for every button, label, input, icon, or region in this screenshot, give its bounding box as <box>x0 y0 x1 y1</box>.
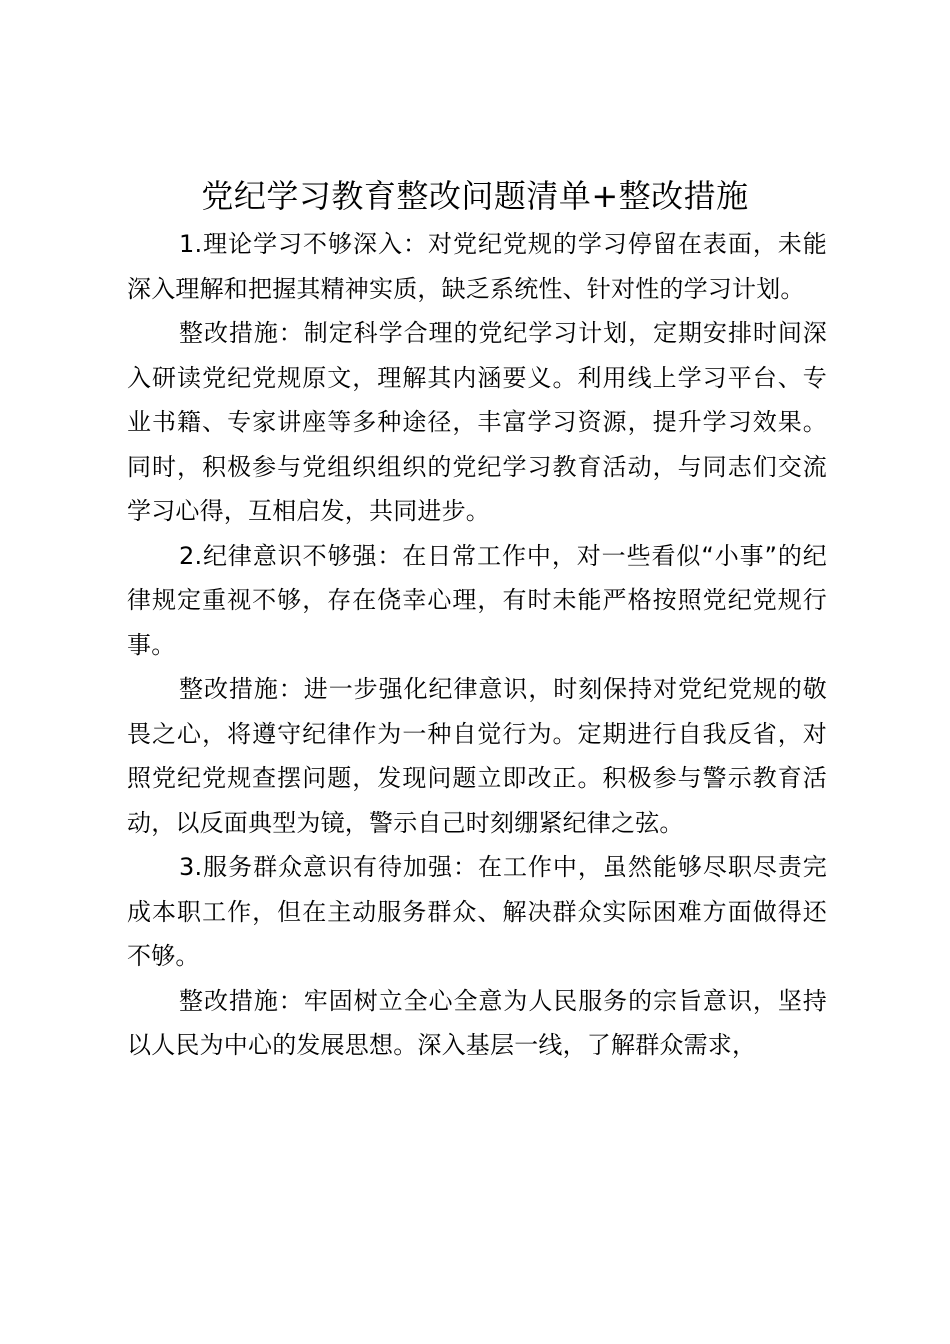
paragraph-issue-2: 2.纪律意识不够强：在日常工作中，对一些看似“小事”的纪律规定重视不够，存在侥幸心理，有时未能严格按照党纪党规行事。 <box>127 541 827 659</box>
paragraph-measure-3: 整改措施：牢固树立全心全意为人民服务的宗旨意识，坚持以人民为中心的发展思想。深入基层一线，了解群众需求， <box>127 986 827 1059</box>
paragraph-measure-1: 整改措施：制定科学合理的党纪学习计划，定期安排时间深入研读党纪党规原文，理解其内涵要义。利用线上学习平台、专业书籍、专家讲座等多种途径，丰富学习资源，提升学习效果。同时，积极参与党组织组织的党纪学习教育活动，与同志们交流学习心得，互相启发，共同进步。 <box>127 319 827 525</box>
document-title: 党纪学习教育整改问题清单+整改措施 <box>201 177 749 215</box>
paragraph-issue-3: 3.服务群众意识有待加强：在工作中，虽然能够尽职尽责完成本职工作，但在主动服务群众、解决群众实际困难方面做得还不够。 <box>127 853 827 970</box>
document-body <box>127 222 827 1068</box>
paragraph-issue-1: 1.理论学习不够深入：对党纪党规的学习停留在表面，未能深入理解和把握其精神实质，缺乏系统性、针对性的学习计划。 <box>127 230 827 303</box>
paragraph-measure-2: 整改措施：进一步强化纪律意识，时刻保持对党纪党规的敬畏之心，将遵守纪律作为一种自觉行为。定期进行自我反省，对照党纪党规查摆问题，发现问题立即改正。积极参与警示教育活动，以反面典型为镜，警示自己时刻绷紧纪律之弦。 <box>127 675 827 837</box>
